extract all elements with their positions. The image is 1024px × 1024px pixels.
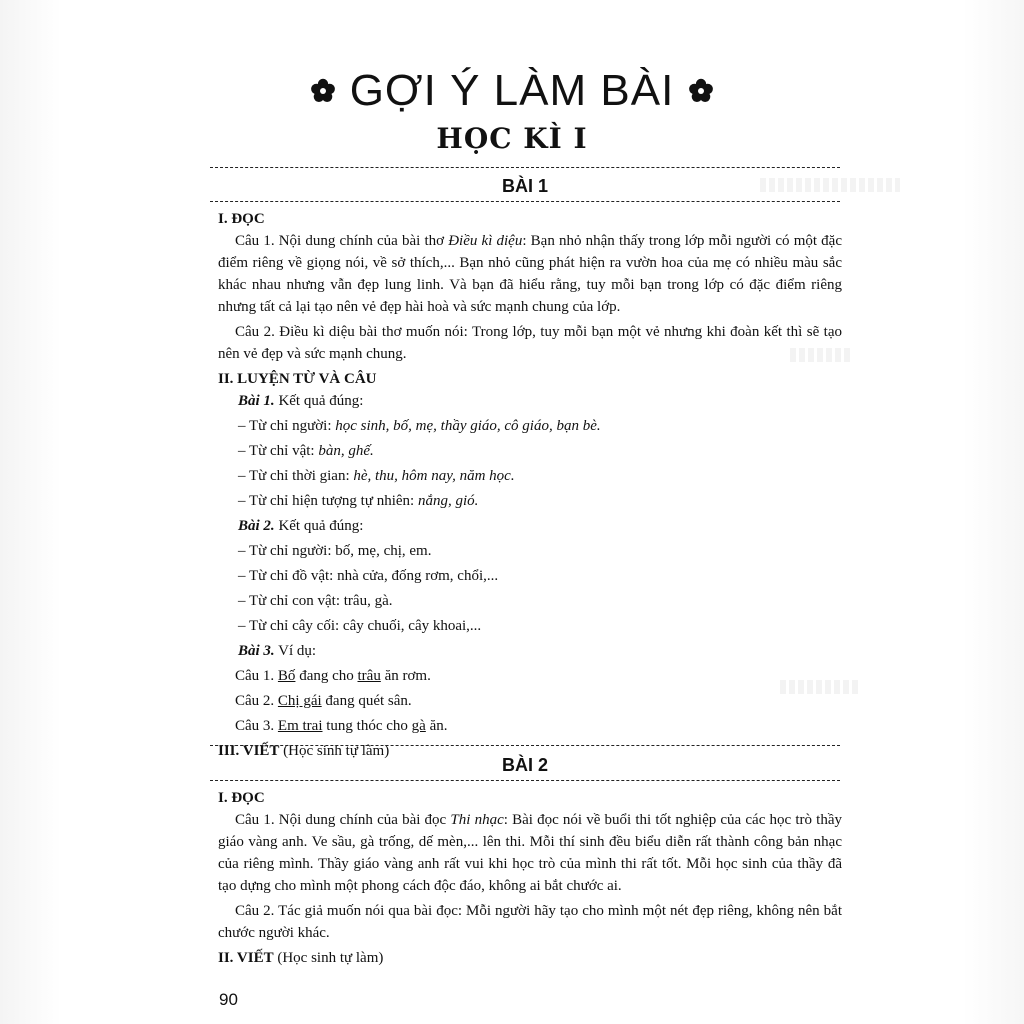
reading-question-2: Câu 2. Tác giả muốn nói qua bài đọc: Mỗi người hãy tạo cho mình một nét đẹp riêng, không nên bắt chước người khác. xyxy=(218,903,842,941)
flower-icon xyxy=(310,78,336,104)
reading-title: Thi nhạc xyxy=(450,812,504,828)
semester-title: HỌC KÌ I xyxy=(436,122,588,155)
section-writing-label: II. VIẾT (Học sinh tự làm) xyxy=(218,950,384,966)
divider xyxy=(210,201,840,202)
exercise-3-label: Bài 3. Ví dụ: xyxy=(238,643,317,659)
list-item: – Từ chỉ người: học sinh, bố, mẹ, thầy giáo, cô giáo, bạn bè. xyxy=(238,418,601,434)
reading-question-2: Câu 2. Điều kì diệu bài thơ muốn nói: Trong lớp, tuy mỗi bạn một vẻ nhưng khi đoàn kết thì sẽ tạo nên vẻ đẹp và sức mạnh chung. xyxy=(218,324,842,362)
example-sentence-2: Câu 2. Chị gái đang quét sân. xyxy=(235,693,412,709)
page-title xyxy=(310,66,715,116)
section-reading-label: I. ĐỌC xyxy=(218,211,265,227)
reading-question-1: Câu 1. Nội dung chính của bài thơ Điều kì diệu: Bạn nhỏ nhận thấy trong lớp mỗi người có một đặc điểm riêng về giọng nói, về sở thích,... Bạn nhỏ cũng phát hiện ra vườn hoa của mẹ có nhiều màu sắc khác nhau nhưng vẫn đẹp lung linh. Và bạn đã hiểu rằng, tuy mỗi bạn trong lớp có đặc điểm riêng nhưng tất cả lại tạo nên vẻ đẹp hài hoà và sức mạnh chung của lớp. xyxy=(218,233,842,315)
divider xyxy=(210,745,840,746)
page-title-text: GỢI Ý LÀM BÀI xyxy=(349,66,675,115)
example-sentence-1: Câu 1. Bố đang cho trâu ăn rơm. xyxy=(235,668,431,684)
lesson-1-heading: BÀI 1 xyxy=(501,176,548,196)
reading-question-1: Câu 1. Nội dung chính của bài đọc Thi nhạc: Bài đọc nói về buổi thi tốt nghiệp của các học trò thầy giáo vàng anh. Ve sầu, gà trống, dế mèn,... lên thi. Mỗi thí sinh đều biểu diễn rất thành công bản nhạc của riêng mình. Thầy giáo vàng anh rất vui khi học trò của mình thi rất tốt. Mỗi học sinh của thầy đã tạo dựng cho mình một phong cách độc đáo, không ai bắt chước ai. xyxy=(218,812,842,894)
list-item: – Từ chỉ hiện tượng tự nhiên: nắng, gió. xyxy=(238,493,479,509)
section-vocabulary-label: II. LUYỆN TỪ VÀ CÂU xyxy=(218,371,377,387)
lesson-2-content xyxy=(218,787,842,969)
lesson-1-content xyxy=(218,208,842,762)
exercise-1-label: Bài 1. Kết quả đúng: xyxy=(238,393,364,409)
exercise-2-label: Bài 2. Kết quả đúng: xyxy=(238,518,364,534)
list-item: – Từ chỉ đồ vật: nhà cửa, đống rơm, chổi,... xyxy=(238,568,499,584)
divider xyxy=(210,780,840,781)
flower-icon xyxy=(688,78,714,104)
divider xyxy=(210,167,840,168)
lesson-2-heading: BÀI 2 xyxy=(501,755,548,775)
list-item: – Từ chỉ người: bố, mẹ, chị, em. xyxy=(238,543,432,559)
page-title-row xyxy=(0,66,1024,116)
example-sentence-3: Câu 3. Em trai tung thóc cho gà ăn. xyxy=(235,718,448,734)
list-item: – Từ chỉ con vật: trâu, gà. xyxy=(238,593,393,609)
section-reading-label: I. ĐỌC xyxy=(218,790,265,806)
poem-title: Điều kì diệu xyxy=(448,233,523,249)
page-number: 90 xyxy=(219,990,238,1009)
section-writing-label: III. VIẾT (Học sinh tự làm) xyxy=(218,743,390,759)
list-item: – Từ chỉ cây cối: cây chuối, cây khoai,... xyxy=(238,618,482,634)
list-item: – Từ chỉ vật: bàn, ghế. xyxy=(238,443,374,459)
list-item: – Từ chỉ thời gian: hè, thu, hôm nay, năm học. xyxy=(238,468,515,484)
